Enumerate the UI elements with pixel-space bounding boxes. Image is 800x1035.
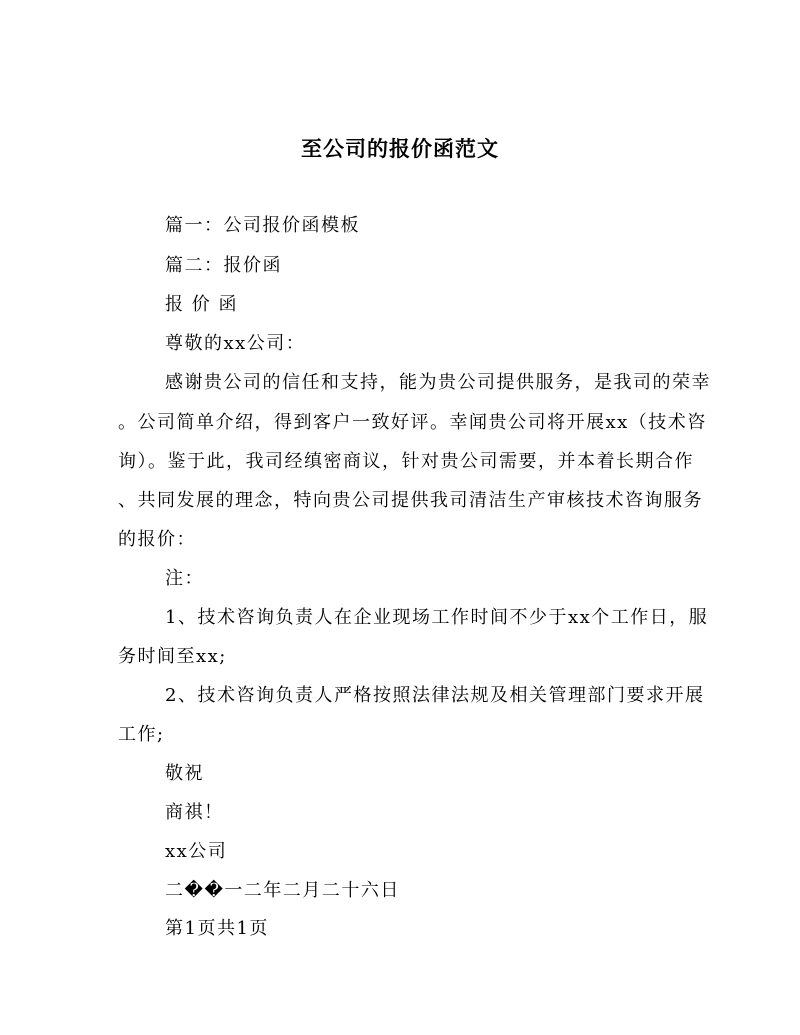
signature-company: xx公司 bbox=[165, 841, 228, 862]
body-paragraph-line-5: 的报价： bbox=[118, 529, 196, 550]
heading-part-one: 篇一：公司报价函模板 bbox=[165, 215, 360, 236]
page-number: 第1页共1页 bbox=[165, 918, 269, 939]
note-item-2-line-1: 2、技术咨询负责人严格按照法律法规及相关管理部门要求开展 bbox=[165, 685, 705, 706]
body-paragraph-line-2: 。公司简单介绍，得到客户一致好评。幸闻贵公司将开展xx（技术咨 bbox=[118, 412, 707, 433]
signature-date: 二��一二年二月二十六日 bbox=[165, 880, 400, 901]
salutation: 尊敬的xx公司： bbox=[165, 333, 306, 354]
document-title: 至公司的报价函范文 bbox=[301, 137, 499, 161]
closing-greeting: 敬祝 bbox=[165, 763, 204, 784]
heading-part-two: 篇二：报价函 bbox=[165, 255, 282, 276]
closing-wish: 商祺！ bbox=[165, 802, 224, 823]
body-paragraph-line-4: 、共同发展的理念，特向贵公司提供我司清洁生产审核技术咨询服务 bbox=[118, 490, 703, 511]
body-paragraph-line-1: 感谢贵公司的信任和支持，能为贵公司提供服务，是我司的荣幸 bbox=[165, 372, 711, 393]
note-label: 注： bbox=[165, 568, 204, 589]
body-paragraph-line-3: 询）。鉴于此，我司经缜密商议，针对贵公司需要，并本着长期合作 bbox=[118, 451, 694, 472]
letter-heading: 报 价 函 bbox=[165, 294, 238, 315]
note-item-1-line-2: 务时间至xx; bbox=[118, 646, 227, 667]
note-item-1-line-1: 1、技术咨询负责人在企业现场工作时间不少于xx个工作日，服 bbox=[165, 607, 709, 628]
note-item-2-line-2: 工作; bbox=[118, 724, 165, 745]
